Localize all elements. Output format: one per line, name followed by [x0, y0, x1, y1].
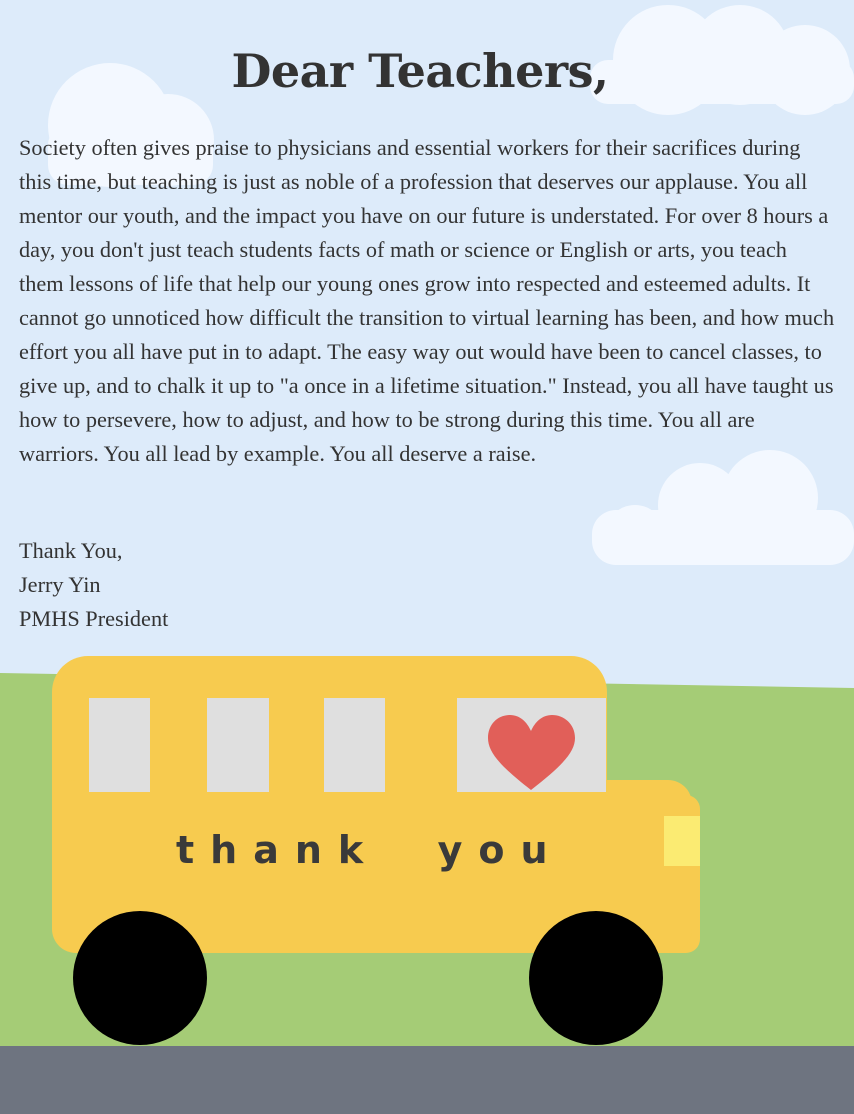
page-title: Dear Teachers,: [231, 44, 609, 98]
bus-window-1: [89, 698, 150, 792]
bus-headlight: [664, 816, 700, 866]
signature-name: Jerry Yin: [19, 572, 101, 597]
closing-line: Thank You,: [19, 538, 123, 563]
wheel-icon-front: [529, 911, 663, 1045]
bus-window-3: [324, 698, 385, 792]
bus-icon: [52, 656, 700, 953]
bus-label: thank you: [176, 828, 564, 872]
signature-block: [19, 534, 168, 636]
road: [0, 1046, 854, 1114]
signature-title: PMHS President: [19, 606, 169, 631]
wheel-icon-rear: [73, 911, 207, 1045]
bus-window-2: [207, 698, 269, 792]
letter-body: Society often gives praise to physicians and essential workers for their sacrifices during this time, but teaching is just as noble of a profession that deserves our applause. You all mentor our youth, and the impact you have on our future is understated. For over 8 hours a day, you don't just teach students facts of math or science or English or arts, you teach them lessons of life that help our young ones grow into respected and esteemed adults. It cannot go unnoticed how difficult the transition to virtual learning has been, and how much effort you all have put in to adapt. The easy way out would have been to cancel classes, to give up, and to chalk it up to "a once in a lifetime situation." Instead, you all have taught us how to persevere, how to adjust, and how to be strong during this time. You all are warriors. You all lead by example. You all deserve a raise.: [19, 135, 835, 466]
